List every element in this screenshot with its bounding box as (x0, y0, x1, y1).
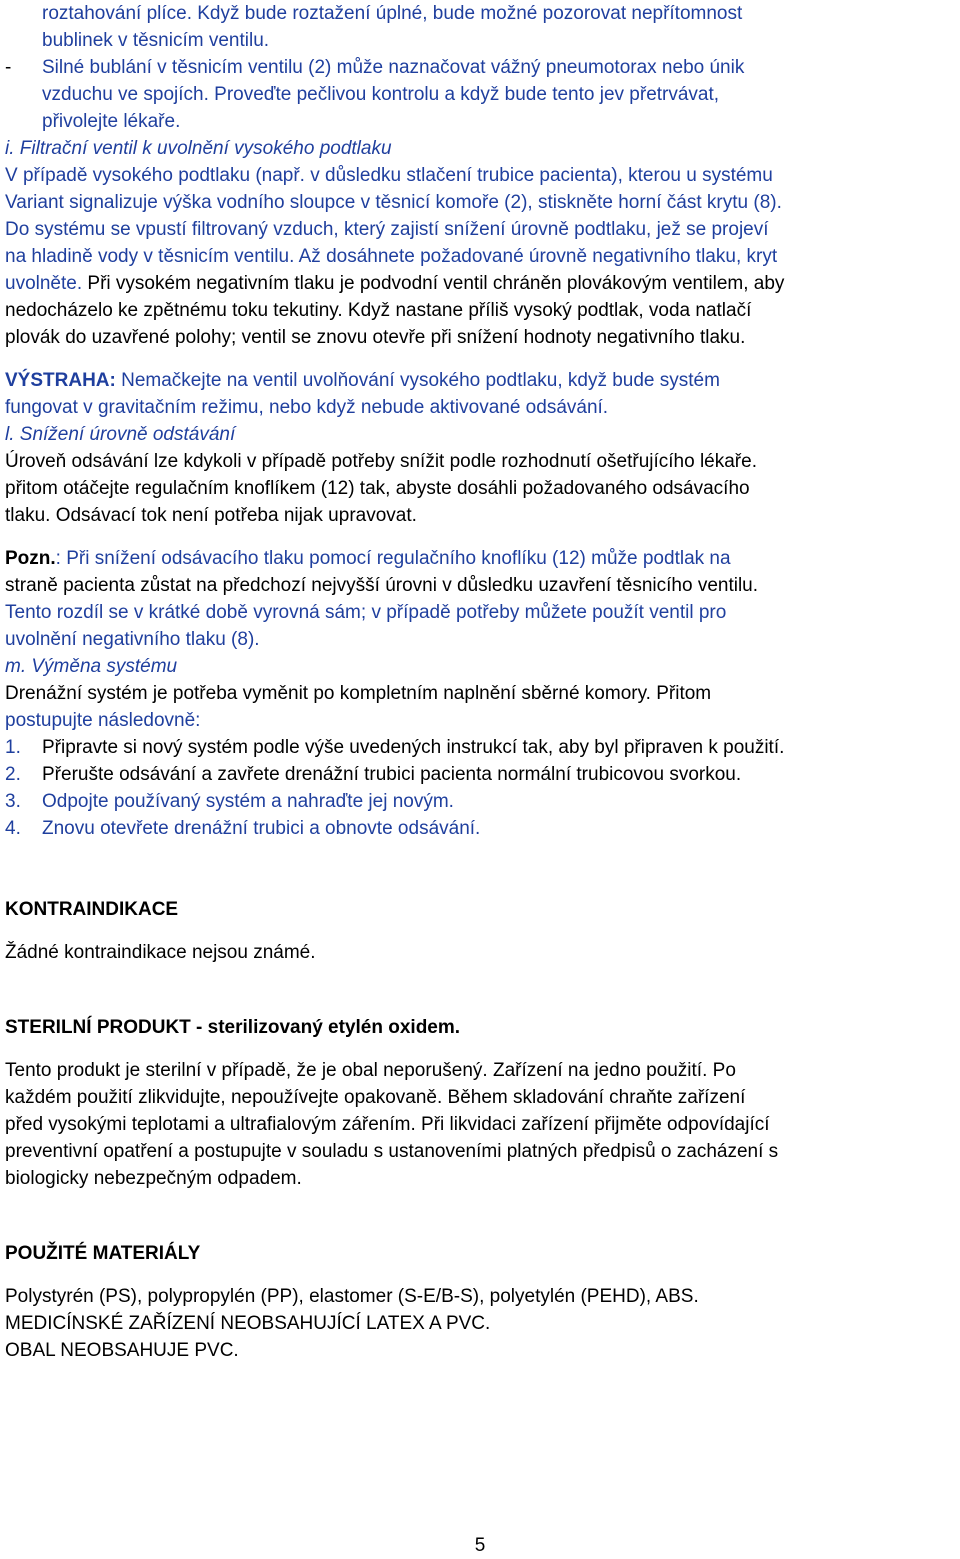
section-i-line-4b: Až dosáhnete požadované úrovně negativního tlaku, kryt (294, 246, 778, 267)
sterile-line-3: před vysokými teplotami a ultrafialovým zářením. Při likvidaci zařízení přijměte odpovídající (5, 1114, 770, 1135)
note-line-2: straně pacienta zůstat na předchozí nejvyšší úrovni v důsledku uzavření těsnicího ventilu. (5, 575, 759, 596)
materials-line-1: Polystyrén (PS), polypropylén (PP), elastomer (S-E/B-S), polyetylén (PEHD), ABS. (5, 1286, 699, 1307)
step-number: 1. (5, 737, 21, 758)
step-item (5, 788, 955, 815)
section-i-line-3: Do systému se vpustí filtrovaný vzduch, který zajistí snížení úrovně podtlaku, jež se projeví (5, 219, 769, 240)
section-m-line-2: postupujte následovně: (5, 710, 201, 731)
section-i-line-5 (5, 270, 955, 297)
section-l-line-2: přitom otáčejte regulačním knoflíkem (12) tak, abyste dosáhli požadovaného odsávacího (5, 478, 750, 499)
section-i-line-6a: nedocházelo ke zpětnému toku tekutiny. (5, 300, 343, 321)
step-item (5, 734, 955, 761)
intro-line-1: roztahování plíce. Když bude roztažení úplné, bude možné pozorovat nepřítomnost (42, 3, 743, 24)
step-number: 2. (5, 764, 21, 785)
section-i-line-1b: v důsledku stlačení trubice pacienta), kterou u systému (304, 165, 773, 186)
sterile-heading (5, 1014, 955, 1041)
step-number: 3. (5, 791, 21, 812)
step-item (5, 815, 955, 842)
step-item (5, 761, 955, 788)
bullet-dash: - (5, 57, 12, 78)
intro-bullet (5, 54, 955, 81)
materials-heading: POUŽITÉ MATERIÁLY (5, 1243, 201, 1264)
step-text: Odpojte používaný systém a nahraďte jej novým. (42, 791, 454, 812)
note-line-3: Tento rozdíl se v krátké době vyrovná sám; v případě potřeby můžete použít ventil pro (5, 602, 727, 623)
section-m-heading: m. Výměna systému (5, 656, 178, 677)
step-number: 4. (5, 818, 21, 839)
section-i-line-1 (5, 162, 955, 189)
note-line-4: uvolnění negativního tlaku (8). (5, 629, 260, 650)
section-i-line-4 (5, 243, 955, 270)
warning-line-2: fungovat v gravitačním režimu, nebo když nebude aktivované odsávání. (5, 397, 609, 418)
intro-line-5: přivolejte lékaře. (42, 111, 181, 132)
sterile-line-1: Tento produkt je sterilní v případě, že je obal neporušený. Zařízení na jedno použití. Po (5, 1060, 736, 1081)
note-line-1-text: Při snížení odsávacího tlaku pomocí regulačního knoflíku (12) může podtlak na (60, 548, 731, 569)
section-i-heading: i. Filtrační ventil k uvolnění vysokého podtlaku (5, 138, 392, 159)
intro-line-4-blue: vzduchu ve spojích. (42, 84, 209, 105)
materials-line-2: MEDICÍNSKÉ ZAŘÍZENÍ NEOBSAHUJÍCÍ LATEX A PVC. (5, 1313, 491, 1334)
section-l-line-1: Úroveň odsávání lze kdykoli v případě potřeby snížit podle rozhodnutí ošetřujícího lékaře. (5, 451, 757, 472)
contra-heading: KONTRAINDIKACE (5, 899, 179, 920)
intro-line-2: bublinek v těsnicím ventilu. (42, 30, 270, 51)
step-text: Znovu otevřete drenážní trubici a obnovte odsávání. (42, 818, 481, 839)
section-i-line-5b: Při vysokém negativním tlaku je podvodní ventil chráněn plovákovým ventilem, aby (82, 273, 785, 294)
materials-line-3: OBAL NEOBSAHUJE PVC. (5, 1340, 239, 1361)
section-m-line-1: Drenážní systém je potřeba vyměnit po kompletním naplnění sběrné komory. Přitom (5, 683, 712, 704)
sterile-line-4: preventivní opatření a postupujte v souladu s ustanoveními platných předpisů o zacházení s (5, 1141, 779, 1162)
section-i-line-6 (5, 297, 955, 324)
warning-label: VÝSTRAHA: (5, 370, 116, 391)
note-label: Pozn. (5, 548, 56, 569)
intro-line-4-rest: Proveďte pečlivou kontrolu a když bude tento jev přetrvávat, (208, 84, 720, 105)
note-colon: : (55, 548, 61, 569)
section-i-line-4a: na hladině vody v těsnicím ventilu. (5, 246, 295, 267)
intro-line-4 (5, 81, 955, 108)
sterile-line-2: každém použití zlikvidujte, nepoužívejte opakovaně. Během skladování chraňte zařízení (5, 1087, 746, 1108)
sterile-heading-a: STERILNÍ PRODUKT (5, 1017, 191, 1038)
section-i-line-2: Variant signalizuje výška vodního sloupce v těsnicí komoře (2), stiskněte horní část krytu (8). (5, 192, 782, 213)
warning-line-1 (5, 367, 955, 394)
section-l-heading: l. Snížení úrovně odstávání (5, 424, 236, 445)
contra-text: Žádné kontraindikace nejsou známé. (5, 942, 316, 963)
section-i-line-5a: uvolněte. (5, 273, 83, 294)
bullet-text: Silné bublání v těsnicím ventilu (2) může naznačovat vážný pneumotorax nebo únik (42, 57, 745, 78)
note-line-1 (5, 545, 955, 572)
warning-line-1-text: Nemačkejte na ventil uvolňování vysokého podtlaku, když bude systém (115, 370, 720, 391)
section-l-line-3: tlaku. Odsávací tok není potřeba nijak upravovat. (5, 505, 417, 526)
step-text: Připravte si nový systém podle výše uvedených instrukcí tak, aby byl připraven k použití. (42, 737, 785, 758)
step-text: Přerušte odsávání a zavřete drenážní trubici pacienta normální trubicovou svorkou. (42, 764, 742, 785)
section-i-line-1a: V případě vysokého podtlaku (např. (5, 165, 305, 186)
section-i-line-6b: Když nastane příliš vysoký podtlak, voda natlačí (342, 300, 752, 321)
sterile-line-5: biologicky nebezpečným odpadem. (5, 1168, 302, 1189)
page-number: 5 (474, 1535, 486, 1556)
sterile-heading-b: - sterilizovaný etylén oxidem. (190, 1017, 461, 1038)
section-i-line-7: plovák do uzavřené polohy; ventil se znovu otevře při snížení hodnoty negativního tlaku. (5, 327, 746, 348)
document-page (5, 0, 955, 1364)
